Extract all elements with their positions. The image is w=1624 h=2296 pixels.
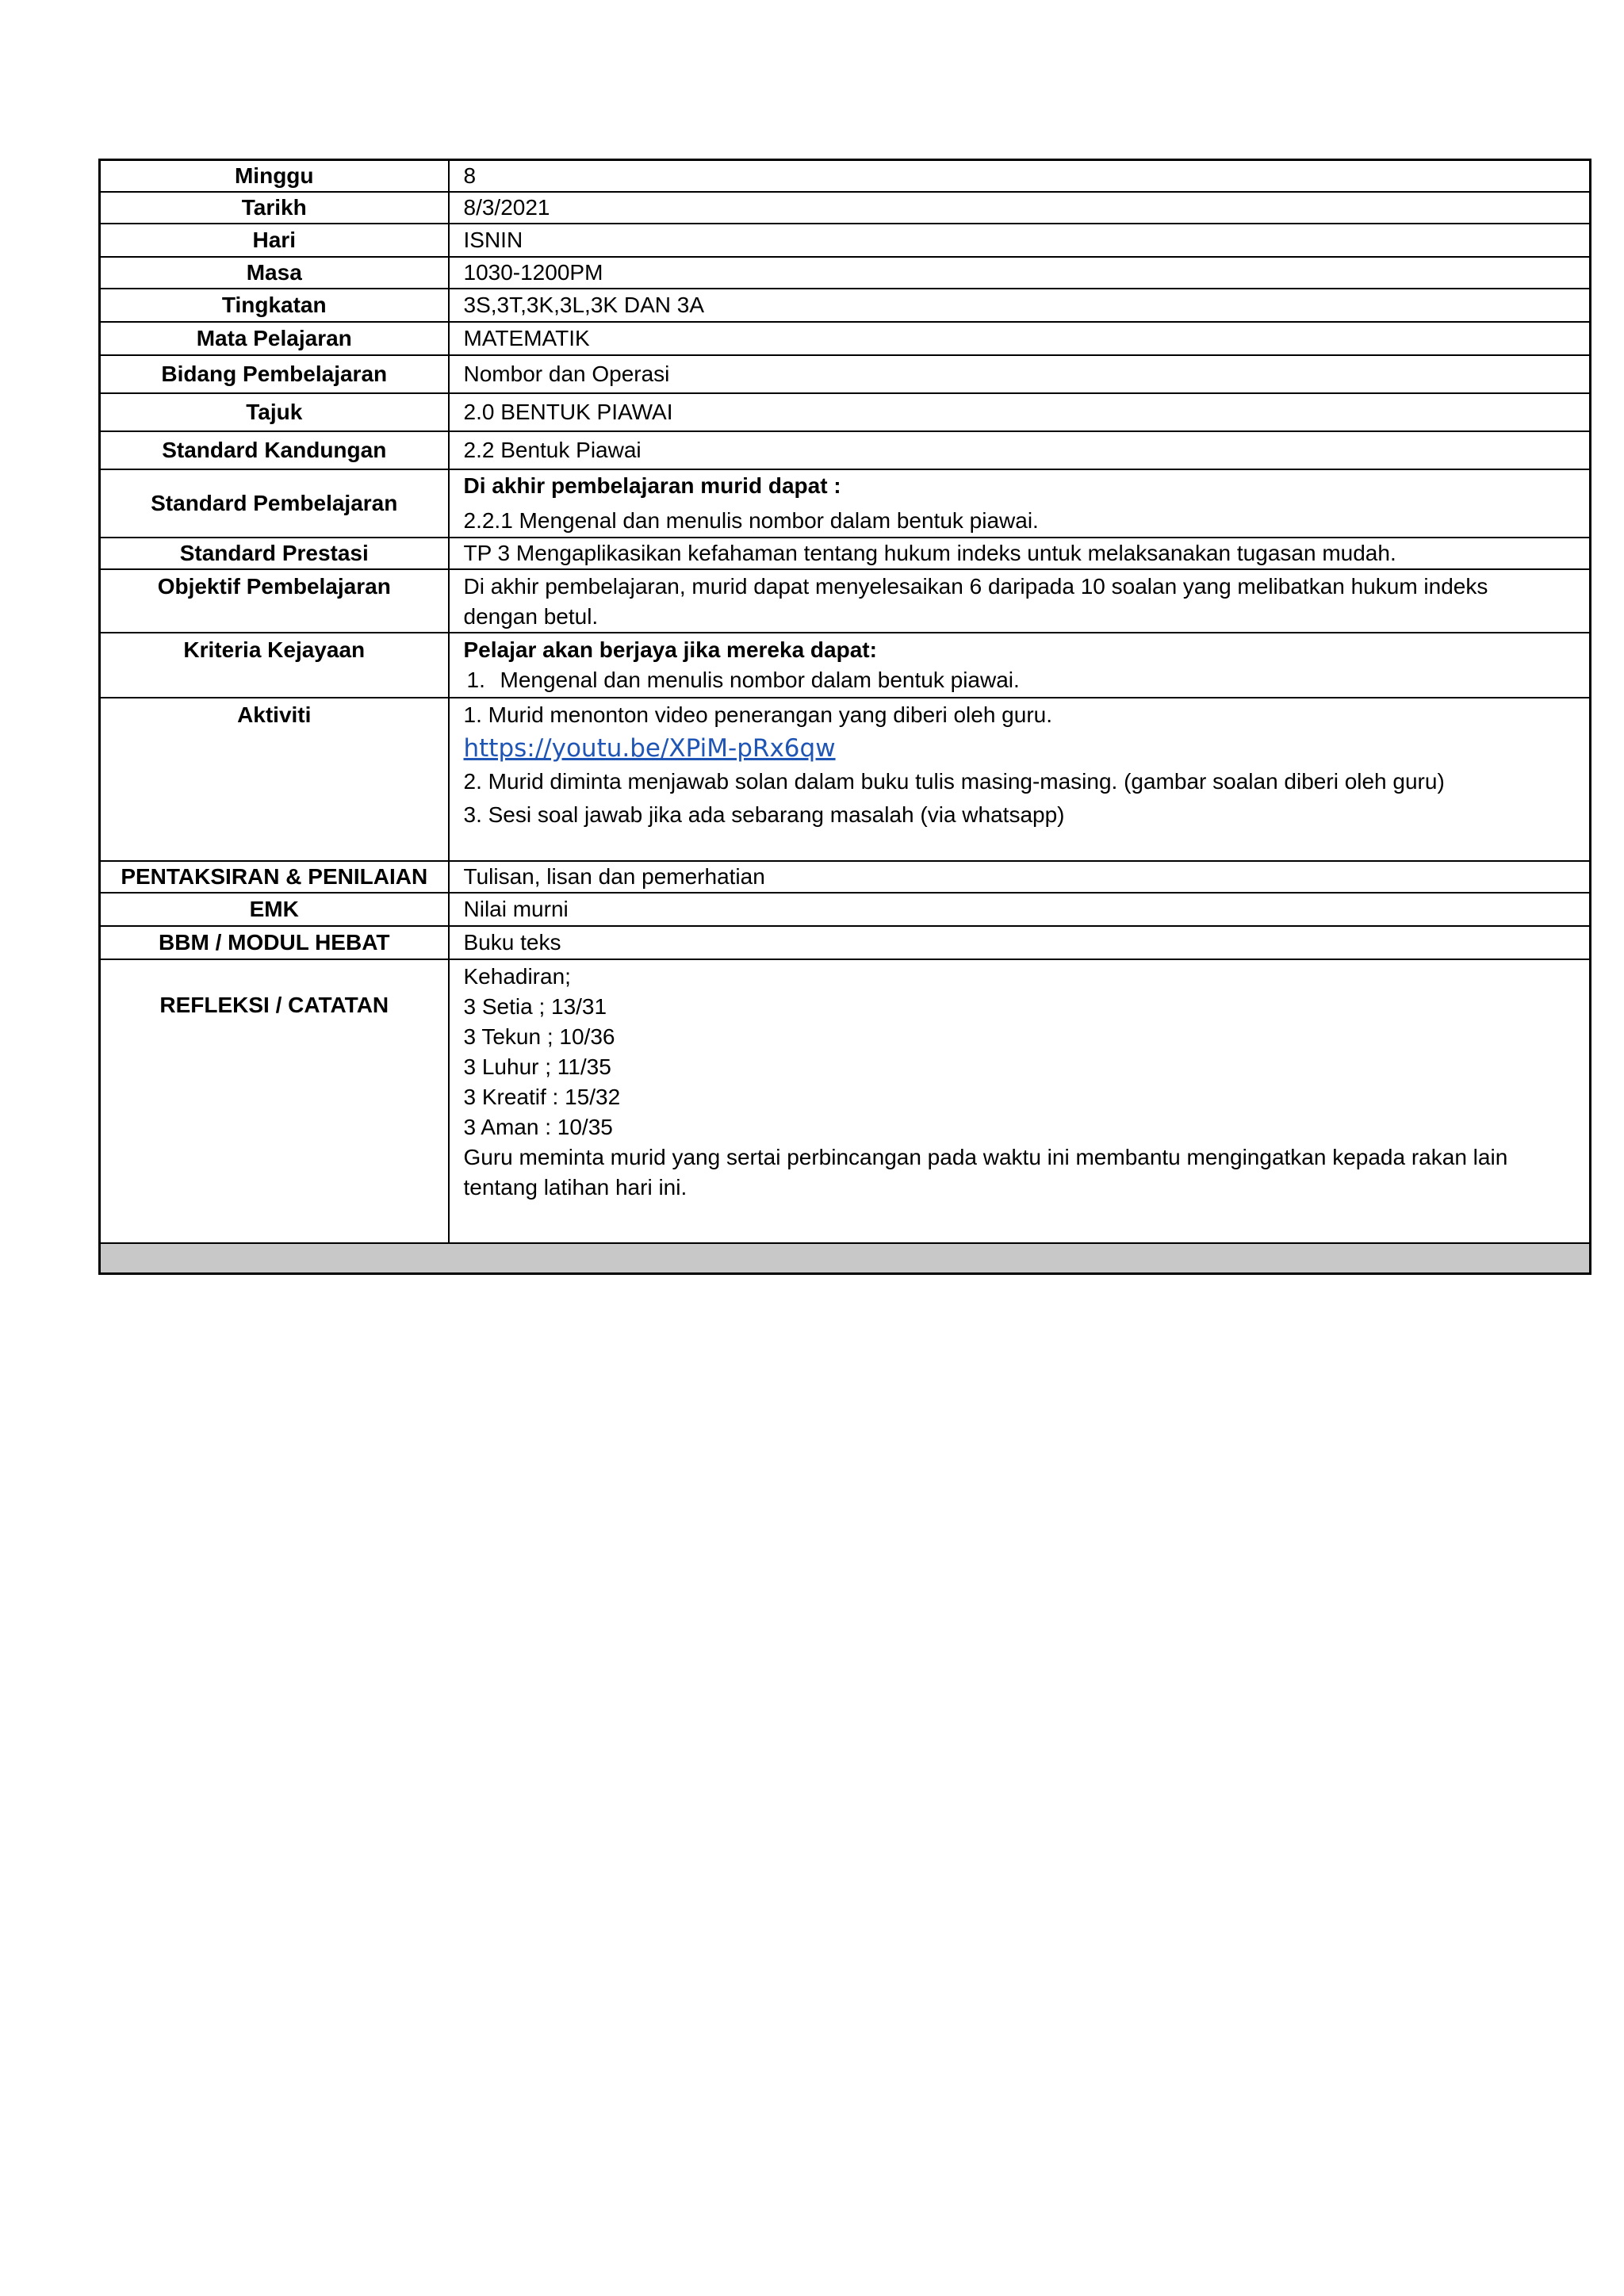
value-standard-kandungan: 2.2 Bentuk Piawai bbox=[449, 431, 1591, 469]
refleksi-line-1: Kehadiran; bbox=[463, 964, 571, 989]
value-standard-pembelajaran bbox=[449, 469, 1591, 538]
kriteria-heading: Pelajar akan berjaya jika mereka dapat: bbox=[463, 637, 877, 662]
row-bbm bbox=[100, 926, 1591, 959]
lesson-plan-table bbox=[98, 159, 1591, 1275]
row-mata-pelajaran bbox=[100, 322, 1591, 355]
label-masa: Masa bbox=[100, 257, 449, 289]
value-mata-pelajaran: MATEMATIK bbox=[449, 322, 1591, 355]
label-standard-prestasi: Standard Prestasi bbox=[100, 538, 449, 569]
label-refleksi: REFLEKSI / CATATAN bbox=[100, 959, 449, 1243]
row-minggu bbox=[100, 160, 1591, 193]
label-kriteria-kejayaan: Kriteria Kejayaan bbox=[100, 633, 449, 698]
row-standard-prestasi bbox=[100, 538, 1591, 569]
label-tajuk: Tajuk bbox=[100, 393, 449, 431]
label-aktiviti: Aktiviti bbox=[100, 698, 449, 861]
aktiviti-step-2: 2. Murid diminta menjawab solan dalam buku tulis masing-masing. (gambar soalan diberi oleh guru) bbox=[463, 769, 1445, 794]
aktiviti-step-1: 1. Murid menonton video penerangan yang diberi oleh guru. bbox=[463, 702, 1053, 727]
value-aktiviti bbox=[449, 698, 1591, 861]
refleksi-line-4: 3 Luhur ; 11/35 bbox=[463, 1054, 611, 1079]
label-mata-pelajaran: Mata Pelajaran bbox=[100, 322, 449, 355]
row-tarikh bbox=[100, 192, 1591, 224]
label-pentaksiran: PENTAKSIRAN & PENILAIAN bbox=[100, 861, 449, 893]
aktiviti-step-3: 3. Sesi soal jawab jika ada sebarang masalah (via whatsapp) bbox=[463, 802, 1065, 827]
value-minggu: 8 bbox=[449, 160, 1591, 193]
row-standard-pembelajaran bbox=[100, 469, 1591, 538]
value-tingkatan: 3S,3T,3K,3L,3K DAN 3A bbox=[449, 289, 1591, 322]
label-bbm: BBM / MODUL HEBAT bbox=[100, 926, 449, 959]
footer-row bbox=[100, 1243, 1591, 1274]
row-bidang-pembelajaran bbox=[100, 355, 1591, 393]
kriteria-list-item bbox=[464, 665, 1576, 695]
refleksi-line-6: 3 Aman : 10/35 bbox=[463, 1115, 613, 1139]
row-masa bbox=[100, 257, 1591, 289]
row-hari bbox=[100, 224, 1591, 257]
video-link[interactable]: https://youtu.be/XPiM-pRx6qw bbox=[463, 734, 836, 763]
row-tajuk bbox=[100, 393, 1591, 431]
value-masa: 1030-1200PM bbox=[449, 257, 1591, 289]
row-pentaksiran bbox=[100, 861, 1591, 893]
value-tajuk: 2.0 BENTUK PIAWAI bbox=[449, 393, 1591, 431]
value-pentaksiran: Tulisan, lisan dan pemerhatian bbox=[449, 861, 1591, 893]
row-refleksi bbox=[100, 959, 1591, 1243]
refleksi-note: Guru meminta murid yang sertai perbincangan pada waktu ini membantu mengingatkan kepada rakan lain tentang latihan hari ini. bbox=[463, 1145, 1508, 1200]
value-objektif-pembelajaran: Di akhir pembelajaran, murid dapat menyelesaikan 6 daripada 10 soalan yang melibatkan hukum indeks dengan betul. bbox=[449, 569, 1591, 633]
label-objektif-pembelajaran: Objektif Pembelajaran bbox=[100, 569, 449, 633]
label-standard-pembelajaran: Standard Pembelajaran bbox=[100, 469, 449, 538]
value-bbm: Buku teks bbox=[449, 926, 1591, 959]
label-emk: EMK bbox=[100, 893, 449, 926]
label-minggu: Minggu bbox=[100, 160, 449, 193]
value-bidang-pembelajaran: Nombor dan Operasi bbox=[449, 355, 1591, 393]
value-emk: Nilai murni bbox=[449, 893, 1591, 926]
row-aktiviti bbox=[100, 698, 1591, 861]
label-bidang-pembelajaran: Bidang Pembelajaran bbox=[100, 355, 449, 393]
label-standard-kandungan: Standard Kandungan bbox=[100, 431, 449, 469]
standard-pembelajaran-text: 2.2.1 Mengenal dan menulis nombor dalam bentuk piawai. bbox=[463, 508, 1039, 533]
standard-pembelajaran-heading: Di akhir pembelajaran murid dapat : bbox=[463, 473, 841, 498]
row-emk bbox=[100, 893, 1591, 926]
row-kriteria-kejayaan bbox=[100, 633, 1591, 698]
refleksi-line-3: 3 Tekun ; 10/36 bbox=[463, 1024, 615, 1049]
kriteria-item-number: 1. bbox=[466, 668, 485, 692]
label-tarikh: Tarikh bbox=[100, 192, 449, 224]
footer-shaded-bar bbox=[100, 1243, 1591, 1274]
value-standard-prestasi: TP 3 Mengaplikasikan kefahaman tentang hukum indeks untuk melaksanakan tugasan mudah. bbox=[449, 538, 1591, 569]
value-kriteria-kejayaan bbox=[449, 633, 1591, 698]
row-standard-kandungan bbox=[100, 431, 1591, 469]
row-tingkatan bbox=[100, 289, 1591, 322]
refleksi-line-5: 3 Kreatif : 15/32 bbox=[463, 1085, 621, 1109]
value-tarikh: 8/3/2021 bbox=[449, 192, 1591, 224]
label-hari: Hari bbox=[100, 224, 449, 257]
kriteria-item-text: Mengenal dan menulis nombor dalam bentuk piawai. bbox=[500, 668, 1020, 692]
refleksi-line-2: 3 Setia ; 13/31 bbox=[463, 994, 607, 1019]
label-tingkatan: Tingkatan bbox=[100, 289, 449, 322]
row-objektif-pembelajaran bbox=[100, 569, 1591, 633]
value-refleksi bbox=[449, 959, 1591, 1243]
value-hari: ISNIN bbox=[449, 224, 1591, 257]
